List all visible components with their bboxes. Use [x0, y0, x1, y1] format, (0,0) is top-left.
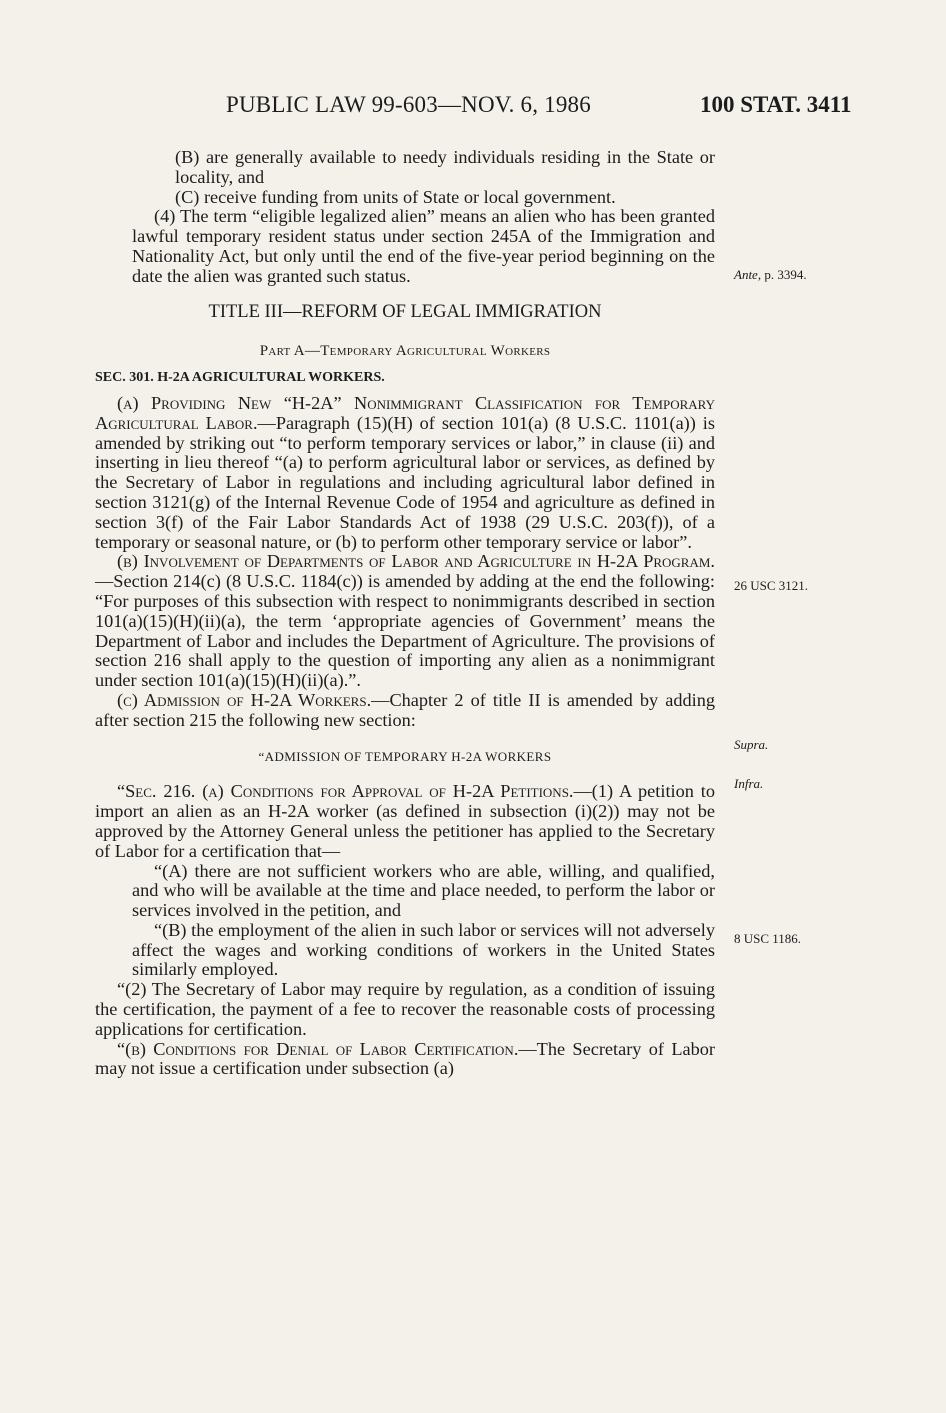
title-heading: TITLE III—REFORM OF LEGAL IMMIGRATION [208, 301, 602, 322]
paragraph-c: (C) receive funding from units of State or local government. [175, 186, 616, 207]
running-header: PUBLIC LAW 99-603—NOV. 6, 1986 [226, 92, 591, 117]
section-216-b-heading: “(b) Conditions for Denial of Labor Certification.— [117, 1038, 537, 1059]
paragraph-4: (4) The term “eligible legalized alien” means an alien who has been granted lawful temporary resident status under section 245A of the Immigration and Nationality Act, but only until the end of the five-year period beginning on the date the alien was granted such status. [132, 206, 715, 286]
subsection-c-text: Chapter 2 of title II is amended by adding after section 215 the following new section: [95, 689, 715, 730]
margin-note-supra: Supra. [734, 737, 769, 752]
section-216-a-A: “(A) there are not sufficient workers who are able, willing, and qualified, and who will be available at the time and place needed, to perform the labor or services involved in the petition, and [132, 860, 715, 921]
section-216-b-text: The Secretary of Labor may not issue a certification under subsection (a) [95, 1038, 715, 1079]
section-216-a [95, 782, 715, 861]
section-heading: SEC. 301. H-2A AGRICULTURAL WORKERS. [95, 370, 385, 386]
subsection-a-text: Paragraph (15)(H) of section 101(a) (8 U.S.C. 1101(a)) is amended by striking out “to perform temporary services or labor,” in clause (ii) and inserting in lieu thereof “(a) to perform agricultural labor or services, as defined by the Secretary of Labor in regulations and including agricultural labor defined in section 3121(g) of the Internal Revenue Code of 1954 and agriculture as defined in section 3(f) of the Fair Labor Standards Act of 1938 (29 U.S.C. 203(f)), of a temporary or seasonal nature, or (b) to perform other temporary service or labor”. [95, 412, 715, 552]
margin-note-infra: Infra. [734, 776, 764, 791]
main-text-column [95, 148, 715, 1079]
statute-page-number: 100 STAT. 3411 [700, 92, 852, 117]
margin-note-ante [734, 267, 807, 283]
margin-note-8-usc-1186: 8 USC 1186. [734, 931, 802, 946]
margin-note-ante-page: p. 3394. [764, 267, 807, 282]
subsection-b [95, 552, 715, 691]
margin-note-ante-word: Ante, [734, 267, 762, 282]
section-216-a-2: “(2) The Secretary of Labor may require by regulation, as a condition of issuing the certification, the payment of a fee to recover the reasonable costs of processing applications for certification. [95, 979, 715, 1039]
subsection-b-heading: (b) Involvement of Departments of Labor and Agriculture in H-2A Program.— [95, 551, 715, 592]
part-heading: Part A—Temporary Agricultural Workers [259, 343, 551, 360]
section-216-text: (1) A petition to import an alien as an H-2A worker (as defined in subsection (i)(2)) may not be approved by the Attorney General unless the petitioner has applied to the Secretary of Labor for a certification that— [95, 781, 715, 861]
margin-note-26-usc-3121: 26 USC 3121. [734, 578, 809, 593]
section-216-b [95, 1040, 715, 1080]
section-216-a-B: “(B) the employment of the alien in such labor or services will not adversely affect the wages and working conditions of workers in the United States similarly employed. [132, 919, 715, 980]
subsection-a [95, 394, 715, 552]
paragraph-b: (B) are generally available to needy individuals residing in the State or locality, and [175, 147, 715, 187]
section-216-heading: “Sec. 216. (a) Conditions for Approval of H-2A Petitions.— [117, 781, 592, 802]
subsection-a-heading: (a) Providing New “H-2A” Nonimmigrant Classification for Temporary Agricultural Labor.— [95, 392, 715, 433]
subsection-c-heading: (c) Admission of H-2A Workers.— [117, 689, 390, 710]
subsection-c [95, 691, 715, 731]
admission-heading: “ADMISSION OF TEMPORARY H-2A WORKERS [258, 748, 552, 764]
subsection-b-text: Section 214(c) (8 U.S.C. 1184(c)) is amended by adding at the end the following: “For purposes of this subsection with respect to nonimmigrants described in section 101(a)(15)(H)(ii)(a), the term ‘appropriate agencies of Government’ means the Department of Labor and includes the Department of Agriculture. The provisions of section 216 shall apply to the question of importing any alien as a nonimmigrant under section 101(a)(15)(H)(ii)(a).”. [95, 571, 715, 691]
